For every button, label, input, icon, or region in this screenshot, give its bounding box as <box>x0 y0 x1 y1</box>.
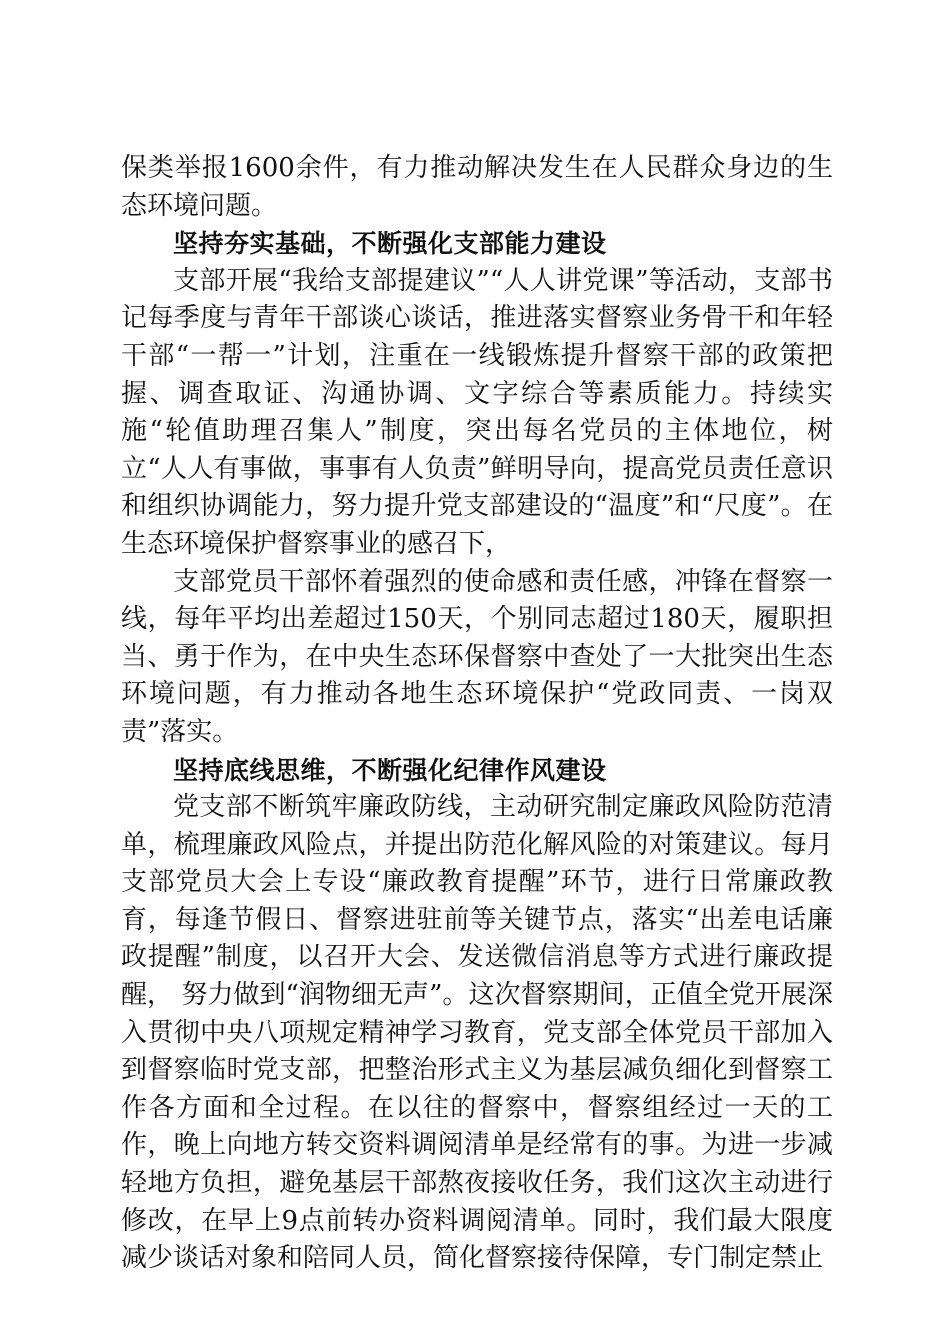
paragraph-mission: 支部党员干部怀着强烈的使命感和责任感，冲锋在督察一线，每年平均出差超过150天，个别同志超过180天，履职担当、勇于作为，在中央生态环保督察中查处了一大批突出生态环境问题，有力推动各地生态环境保护“党政同责、一岗双责”落实。 <box>121 566 833 747</box>
section-heading-foundation: 坚持夯实基础，不断强化支部能力建设 <box>173 229 607 259</box>
section-heading-discipline: 坚持底线思维，不断强化纪律作风建设 <box>173 755 607 785</box>
paragraph-continuation: 保类举报1600余件，有力推动解决发生在人民群众身边的生态环境问题。 <box>121 153 833 221</box>
paragraph-branch-capacity: 支部开展“我给支部提建议”“人人讲党课”等活动，支部书记每季度与青年干部谈心谈话，推进落实督察业务骨干和年轻干部“一帮一”计划，注重在一线锻炼提升督察干部的政策把握、调查取证、沟通协调、文字综合等素质能力。持续实施“轮值助理召集人”制度，突出每名党员的主体地位，树立“人人有事做，事事有人负责”鲜明导向，提高党员责任意识和组织协调能力，努力提升党支部建设的“温度”和“尺度”。在生态环境保护督察事业的感召下， <box>121 265 833 559</box>
document-page <box>121 150 833 1278</box>
paragraph-integrity: 党支部不断筑牢廉政防线，主动研究制定廉政风险防范清单，梳理廉政风险点，并提出防范化解风险的对策建议。每月支部党员大会上专设“廉政教育提醒”环节，进行日常廉政教育，每逢节假日、督察进驻前等关键节点，落实“出差电话廉政提醒”制度，以召开大会、发送微信消息等方式进行廉政提醒， 努力做到“润物细无声”。这次督察期间，正值全党开展深入贯彻中央八项规定精神学习教育，党支部全体党员干部加入到督察临时党支部，把整治形式主义为基层减负细化到督察工作各方面和全过程。在以往的督察中，督察组经过一天的工作，晚上向地方转交资料调阅清单是经常有的事。为进一步减轻地方负担，避免基层干部熬夜接收任务，我们这次主动进行修改，在早上9点前转办资料调阅清单。同时，我们最大限度减少谈话对象和陪同人员，简化督察接待保障，专门制定禁止 <box>121 792 833 1274</box>
